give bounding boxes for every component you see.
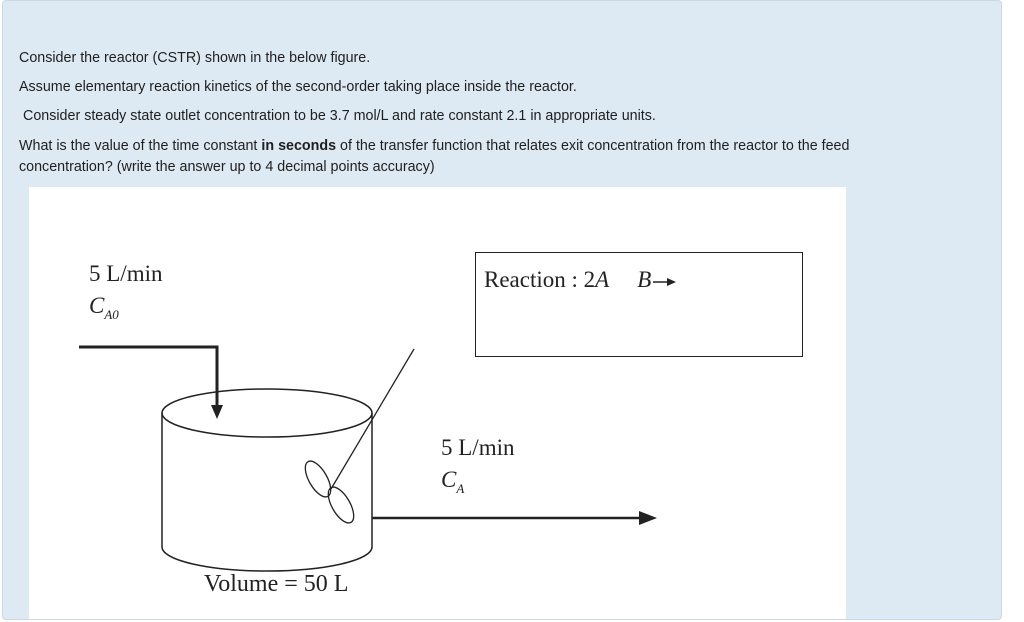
cstr-figure [29, 187, 846, 619]
outlet-arrowhead [639, 511, 657, 525]
tank-bottom [162, 547, 372, 571]
question-emphasis: in seconds [261, 138, 337, 154]
question-panel [2, 0, 1002, 620]
question-line-3: Consider steady state outlet concentration to be 3.7 mol/L and rate constant 2.1 in appropriate units. [23, 108, 656, 124]
tank-top [162, 389, 372, 437]
impeller-blade-lower [323, 483, 359, 527]
inlet-flow-label: 5 L/min [89, 261, 163, 286]
inlet-concentration-label: $C_{A0}$ [89, 293, 119, 322]
outlet-concentration-label: $C_A$ [441, 467, 465, 496]
question-line-2: Assume elementary reaction kinetics of the second-order taking place inside the reactor. [19, 79, 577, 95]
question-line-4-start: What is the value of the time constant [19, 138, 262, 154]
question-line-4 [19, 136, 939, 178]
volume-label: Volume = 50 L [204, 571, 349, 597]
inlet-pipe [79, 347, 217, 409]
impeller-blade-upper [300, 457, 336, 501]
reaction-label: Reaction : 2A B [484, 267, 652, 292]
question-line-1: Consider the reactor (CSTR) shown in the below figure. [19, 50, 371, 66]
question-line-4-end: of the transfer function that relates exit concentration from the reactor to the feed concentration? (write the answer up to 4 decimal points accuracy) [19, 138, 850, 175]
outlet-flow-label: 5 L/min [441, 435, 515, 460]
inlet-arrowhead [211, 405, 223, 419]
